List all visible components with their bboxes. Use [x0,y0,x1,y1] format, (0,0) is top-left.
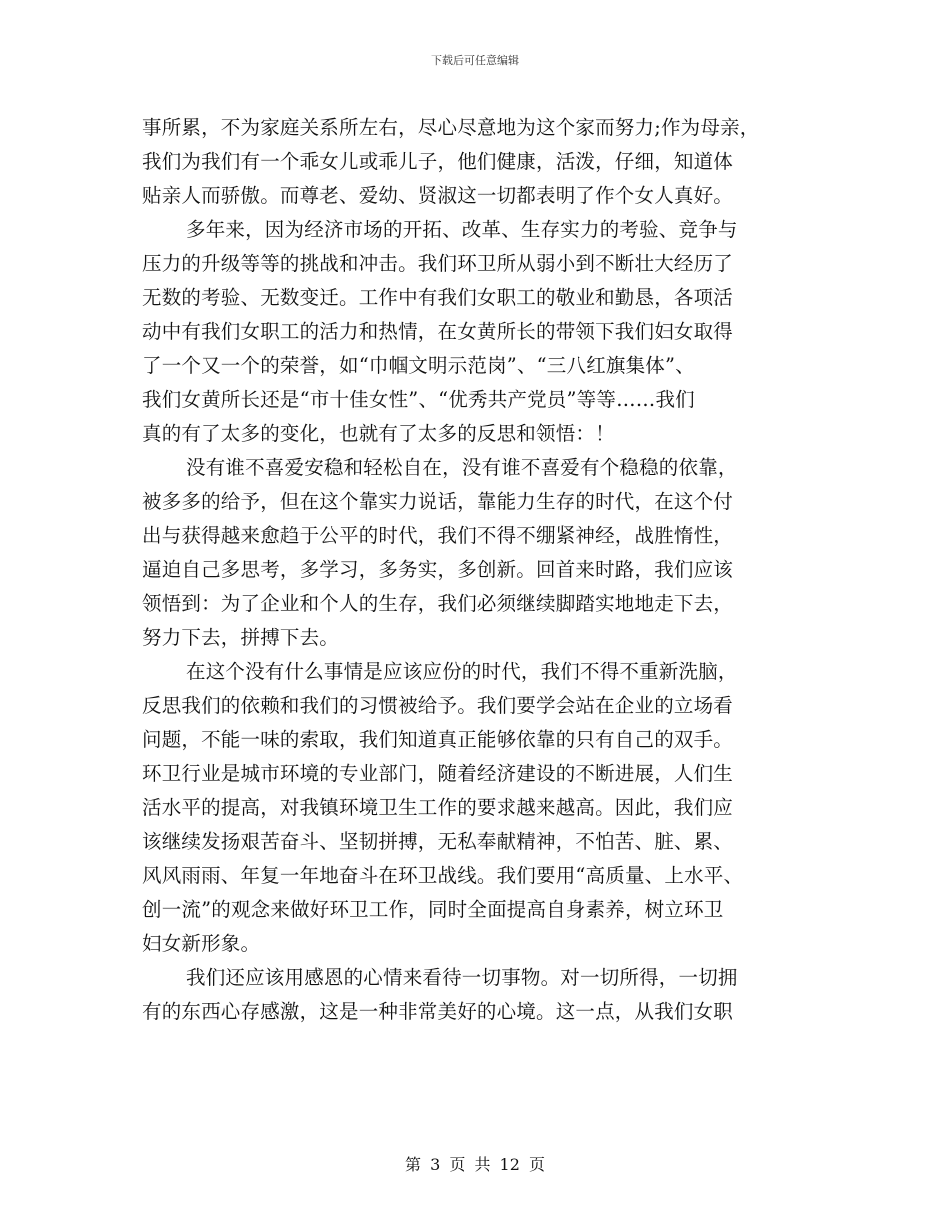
text-line: 风风雨雨、年复一年地奋斗在环卫战线。我们要用“高质量、上水平、 [142,864,744,887]
text-line: 出与获得越来愈趋于公平的时代，我们不得不绷紧神经，战胜惰性， [142,524,734,547]
text-line: 问题，不能一味的索取，我们知道真正能够依靠的只有自己的双手。 [142,728,734,751]
paragraph-start-line: 在这个没有什么事情是应该应份的时代，我们不得不重新洗脑， [186,660,738,683]
text-line: 真的有了太多的变化，也就有了太多的反思和领悟：！ [142,422,615,445]
text-line: 该继续发扬艰苦奋斗、坚韧拼搏，无私奉献精神，不怕苦、脏、累、 [142,830,734,853]
paragraph-start-line: 我们还应该用感恩的心情来看待一切事物。对一切所得，一切拥 [186,966,738,989]
paragraph-start-line: 没有谁不喜爱安稳和轻松自在，没有谁不喜爱有个稳稳的依靠， [186,456,738,479]
text-line: 我们为我们有一个乖女儿或乖儿子，他们健康，活泼，仔细，知道体 [142,150,734,173]
text-line: 动中有我们女职工的活力和热情，在女黄所长的带领下我们妇女取得 [142,320,734,343]
document-body [142,111,822,1029]
text-line: 活水平的提高，对我镇环境卫生工作的要求越来越高。因此，我们应 [142,796,734,819]
text-line: 有的东西心存感激，这是一种非常美好的心境。这一点，从我们女职 [142,1000,734,1023]
text-line: 被多多的给予，但在这个靠实力说话，靠能力生存的时代，在这个付 [142,490,734,513]
text-line: 事所累，不为家庭关系所左右，尽心尽意地为这个家而努力;作为母亲， [142,116,760,139]
page-number-footer: 第 3 页 共 12 页 [405,1155,545,1174]
text-line: 贴亲人而骄傲。而尊老、爱幼、贤淑这一切都表明了作个女人真好。 [142,184,734,207]
paragraph-start-line: 多年来，因为经济市场的开拓、改革、生存实力的考验、竞争与 [186,218,738,241]
text-line: 了一个又一个的荣誉，如“巾帼文明示范岗”、“三八红旗集体”、 [142,354,695,377]
text-line: 反思我们的依赖和我们的习惯被给予。我们要学会站在企业的立场看 [142,694,734,717]
text-line: 环卫行业是城市环境的专业部门，随着经济建设的不断进展，人们生 [142,762,734,785]
text-line: 努力下去，拼搏下去。 [142,626,340,649]
text-line: 创一流”的观念来做好环卫工作，同时全面提高自身素养，树立环卫 [142,898,724,921]
text-line: 无数的考验、无数变迁。工作中有我们女职工的敬业和勤恳，各项活 [142,286,734,309]
text-line: 压力的升级等等的挑战和冲击。我们环卫所从弱小到不断壮大经历了 [142,252,734,275]
text-line: 逼迫自己多思考，多学习，多务实，多创新。回首来时路，我们应该 [142,558,734,581]
text-line: 妇女新形象。 [142,932,261,955]
text-line: 领悟到：为了企业和个人的生存，我们必须继续脚踏实地地走下去， [142,592,734,615]
page-header: 下载后可任意编辑 [431,54,519,67]
text-line: 我们女黄所长还是“市十佳女性”、“优秀共产党员”等等……我们 [142,388,695,411]
